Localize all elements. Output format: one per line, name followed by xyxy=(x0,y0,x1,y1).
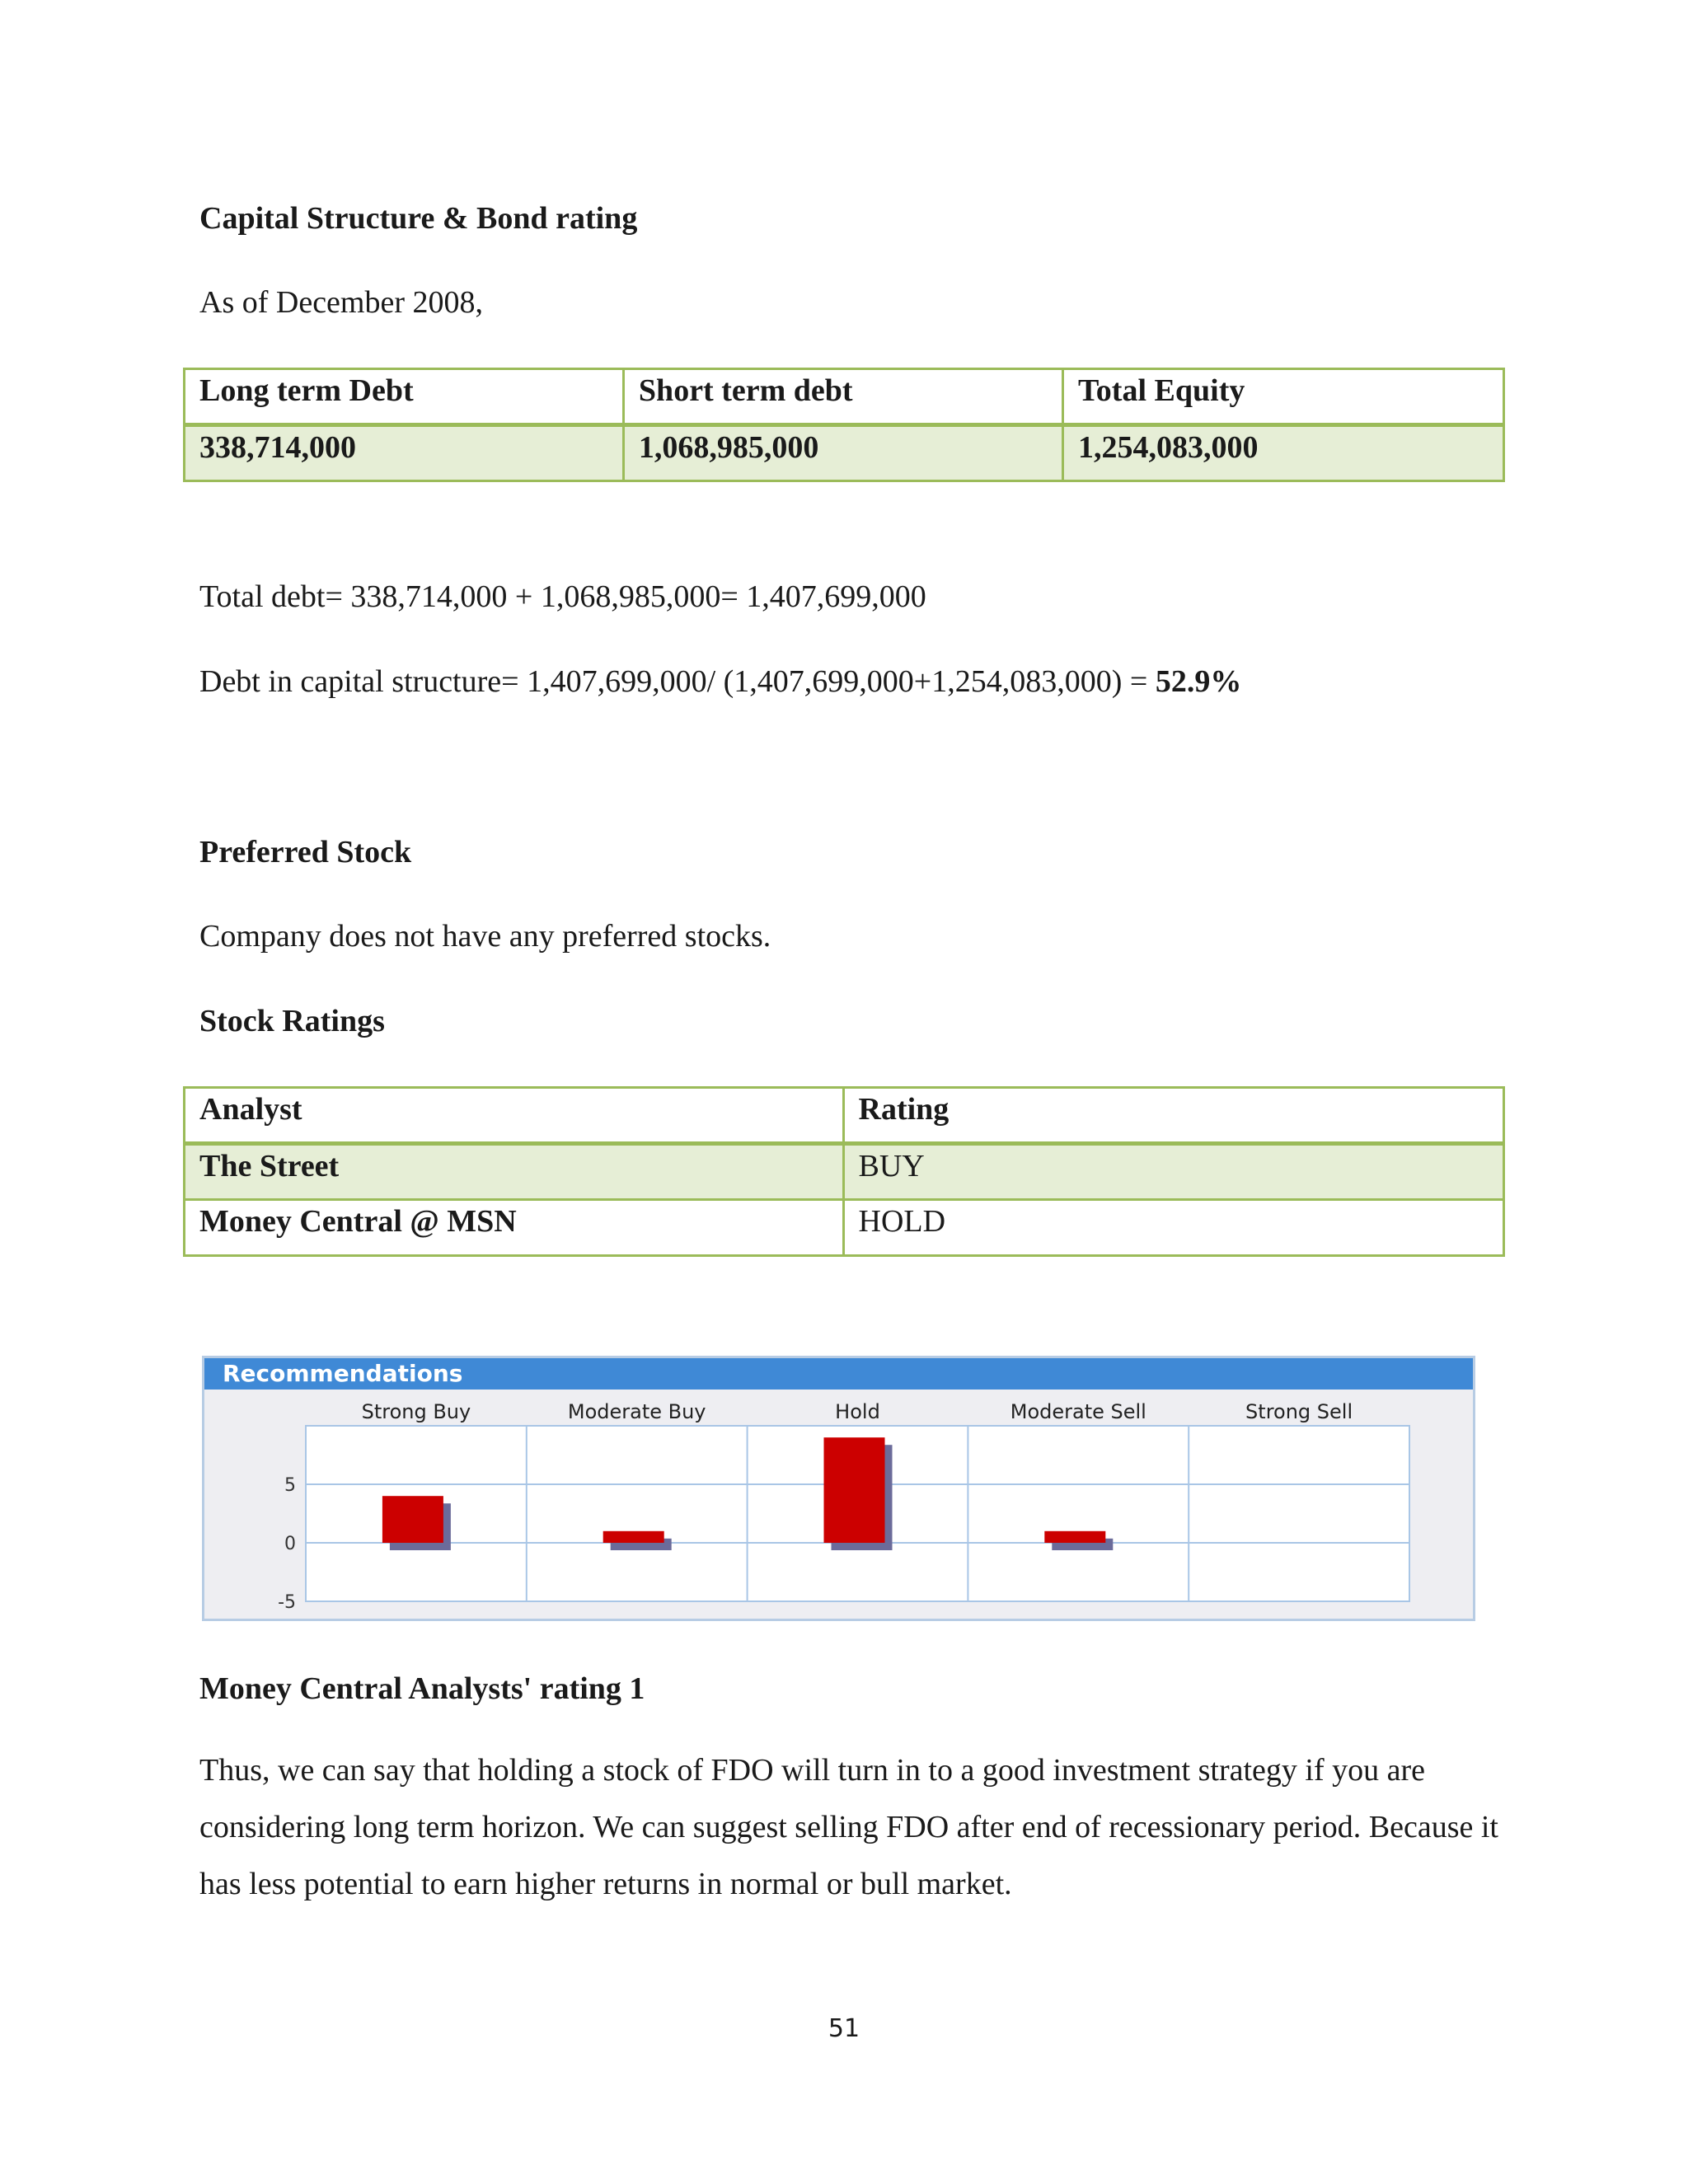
x-category-label: Strong Sell xyxy=(1245,1400,1353,1423)
header-short-term-debt: Short term debt xyxy=(623,369,1062,425)
recommendations-chart xyxy=(202,1356,1475,1621)
y-tick-label: -5 xyxy=(278,1592,296,1613)
debt-in-capital-structure xyxy=(199,663,1241,700)
debt-formula: Debt in capital structure= 1,407,699,000/ (1,407,699,000+1,254,083,000) = xyxy=(199,664,1156,699)
as-of-date: As of December 2008, xyxy=(199,285,484,320)
total-debt-calculation: Total debt= 338,714,000 + 1,068,985,000= 1,407,699,000 xyxy=(199,579,926,614)
capital-structure-table xyxy=(183,368,1505,482)
header-long-term-debt: Long term Debt xyxy=(185,369,624,425)
x-category-label: Hold xyxy=(835,1400,880,1423)
x-category-label: Moderate Buy xyxy=(567,1400,706,1423)
y-tick-label: 5 xyxy=(284,1475,296,1496)
bar xyxy=(603,1531,664,1543)
x-category-label: Strong Buy xyxy=(361,1400,471,1423)
table-header-row xyxy=(185,369,1504,425)
analyst-rating: HOLD xyxy=(843,1200,1503,1256)
analyst-name: Money Central @ MSN xyxy=(185,1200,844,1256)
chart-canvas xyxy=(204,1358,1473,1619)
preferred-stock-text: Company does not have any preferred stocks. xyxy=(199,919,771,954)
section-heading-stock-ratings: Stock Ratings xyxy=(199,1004,385,1038)
value-short-term-debt: 1,068,985,000 xyxy=(623,425,1062,481)
header-total-equity: Total Equity xyxy=(1062,369,1503,425)
bar xyxy=(1044,1531,1105,1543)
x-category-label: Moderate Sell xyxy=(1010,1400,1146,1423)
value-total-equity: 1,254,083,000 xyxy=(1062,425,1503,481)
figure-caption: Money Central Analysts' rating 1 xyxy=(199,1671,645,1706)
chart-title: Recommendations xyxy=(223,1360,463,1387)
header-rating: Rating xyxy=(843,1088,1503,1144)
section-heading-capital-structure: Capital Structure & Bond rating xyxy=(199,201,638,236)
section-heading-preferred-stock: Preferred Stock xyxy=(199,835,412,869)
analyst-name: The Street xyxy=(185,1144,844,1200)
page-number: 51 xyxy=(828,2014,860,2043)
conclusion-paragraph: Thus, we can say that holding a stock of FDO will turn in to a good investment strategy if you are considering long term horizon. We can suggest selling FDO after end of recessionary period. Because it has less potential to earn higher returns in normal or bull market. xyxy=(199,1753,1498,1901)
bar xyxy=(824,1437,885,1543)
header-analyst: Analyst xyxy=(185,1088,844,1144)
y-tick-label: 0 xyxy=(284,1534,296,1554)
debt-percentage: 52.9% xyxy=(1155,664,1242,699)
table-row xyxy=(185,425,1504,481)
table-row xyxy=(185,1200,1504,1256)
stock-ratings-table xyxy=(183,1086,1505,1257)
analyst-rating: BUY xyxy=(843,1144,1503,1200)
table-header-row xyxy=(185,1088,1504,1144)
value-long-term-debt: 338,714,000 xyxy=(185,425,624,481)
table-row xyxy=(185,1144,1504,1200)
bar xyxy=(382,1496,443,1543)
